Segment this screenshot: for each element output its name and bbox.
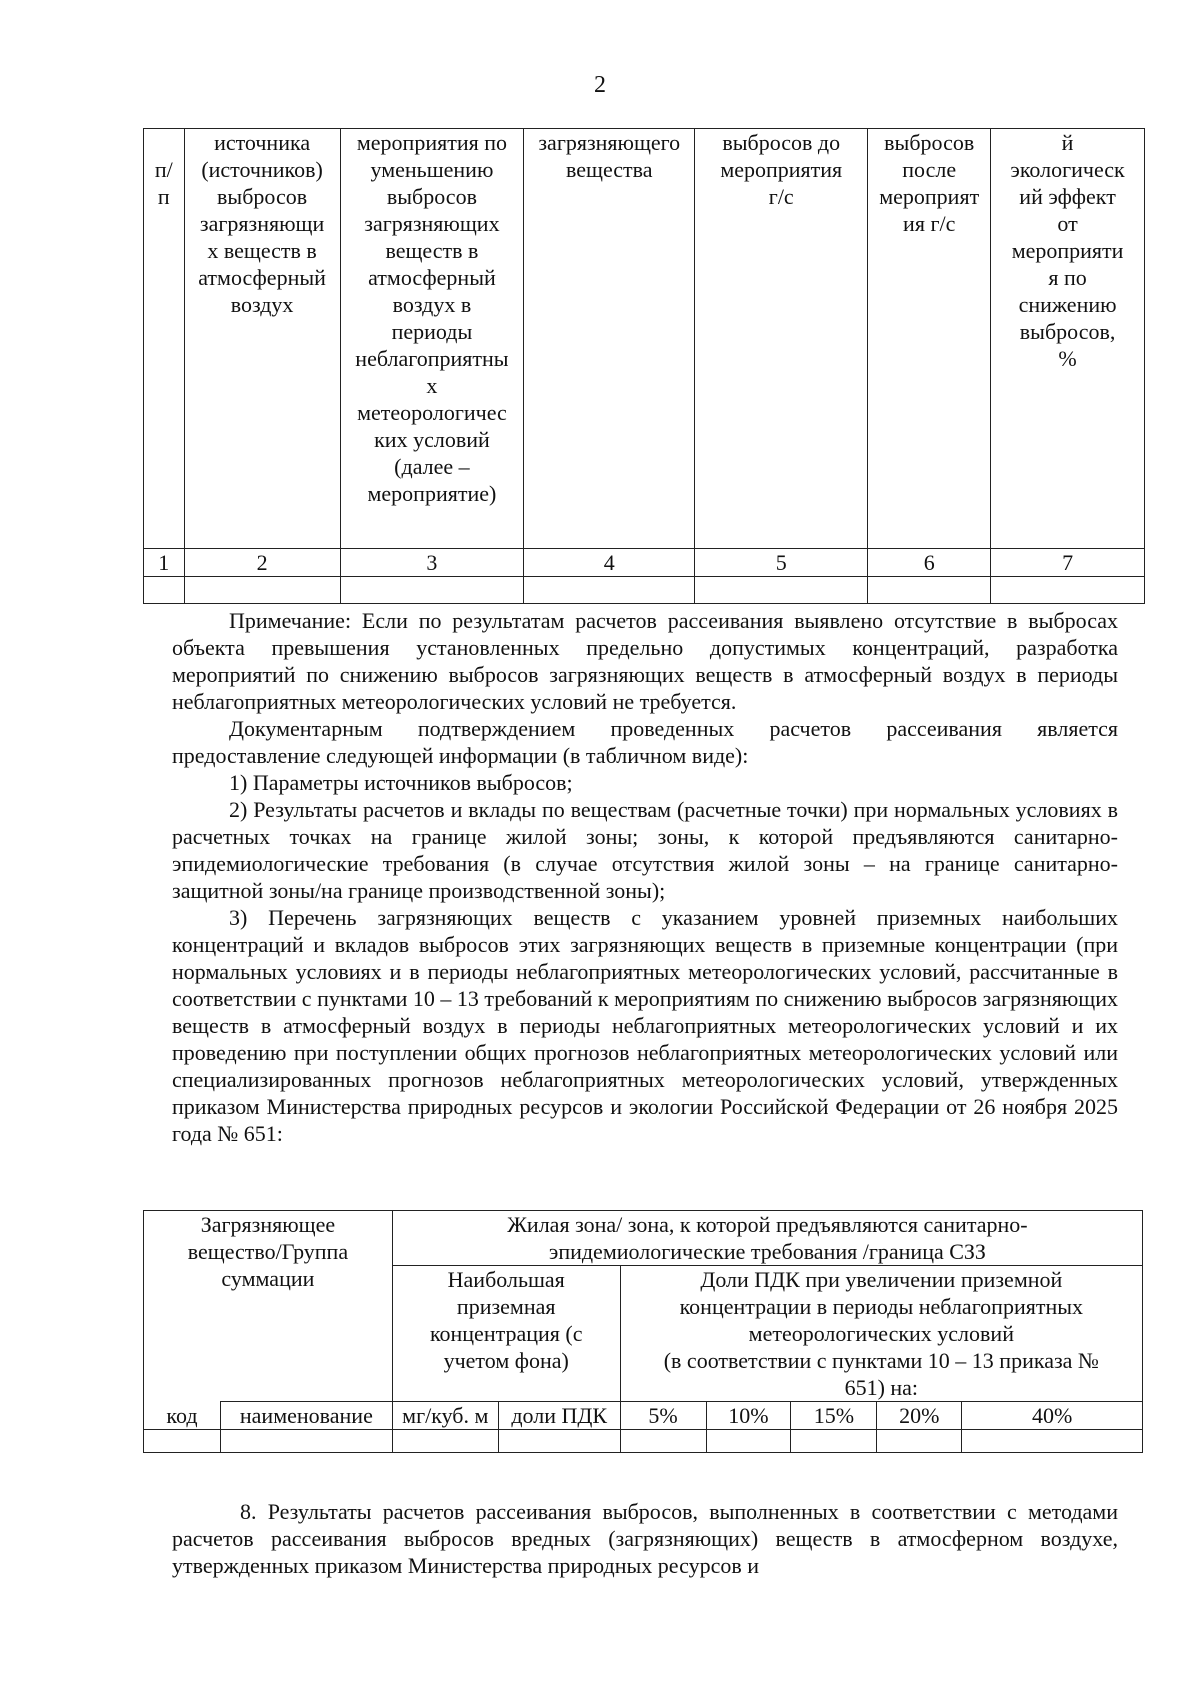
percent-40-header: 40% — [962, 1402, 1143, 1430]
concentration-table — [143, 1210, 1143, 1453]
column-number: 5 — [695, 549, 868, 577]
empty-cell — [524, 577, 695, 604]
col-number-header: п/ п — [144, 129, 185, 549]
column-number: 7 — [991, 549, 1145, 577]
code-header: код — [144, 1402, 221, 1430]
empty-cell — [498, 1430, 620, 1453]
unit-header-row — [144, 1402, 1143, 1430]
page-number: 2 — [594, 72, 606, 98]
empty-cell — [791, 1430, 877, 1453]
zone-header: Жилая зона/ зона, к которой предъявляются санитарно- эпидемиологические требования /граница СЗЗ — [392, 1211, 1142, 1266]
empty-cell — [695, 577, 868, 604]
empty-cell — [706, 1430, 791, 1453]
empty-cell — [144, 577, 185, 604]
col-effect-header: й экологическ ий эффект от мероприяти я по снижению выбросов, % — [991, 129, 1145, 549]
paragraph-item-1: 1) Параметры источников выбросов; — [229, 770, 573, 795]
pdk-share-header: Доли ПДК при увеличении приземной концентрации в периоды неблагоприятных метеорологических условий (в соответствии с пунктами 10 – 13 приказа № 651) на: — [620, 1266, 1142, 1402]
name-header: наименование — [220, 1402, 392, 1430]
pdk-share-col-header: доли ПДК — [498, 1402, 620, 1430]
column-number: 4 — [524, 549, 695, 577]
empty-row — [144, 577, 1145, 604]
table-header-row — [144, 1211, 1143, 1266]
empty-cell — [620, 1430, 706, 1453]
mg-header: мг/куб. м — [392, 1402, 498, 1430]
paragraph-8-block — [172, 1498, 1118, 1579]
col-before-header: выбросов до мероприятия г/с — [695, 129, 868, 549]
empty-cell — [184, 577, 340, 604]
percent-10-header: 10% — [706, 1402, 791, 1430]
empty-cell — [220, 1430, 392, 1453]
col-substance-header: загрязняющего вещества — [524, 129, 695, 549]
column-numbers-row — [144, 549, 1145, 577]
empty-cell — [991, 577, 1145, 604]
max-concentration-header: Наибольшая приземная концентрация (с учетом фона) — [392, 1266, 620, 1402]
col-measure-header: мероприятия по уменьшению выбросов загрязняющих веществ в атмосферный воздух в периоды неблагоприятны х метеорологичес ких условий (далее – мероприятие) — [340, 129, 524, 549]
empty-cell — [868, 577, 991, 604]
empty-cell — [962, 1430, 1143, 1453]
column-number: 1 — [144, 549, 185, 577]
col-source-header: источника (источников) выбросов загрязняющи х веществ в атмосферный воздух — [184, 129, 340, 549]
empty-cell — [340, 577, 524, 604]
empty-cell — [392, 1430, 498, 1453]
paragraph-intro: Документарным подтверждением проведенных расчетов рассеивания является предоставление следующей информации (в табличном виде): — [172, 716, 1118, 768]
column-number: 3 — [340, 549, 524, 577]
percent-20-header: 20% — [877, 1402, 962, 1430]
empty-row — [144, 1430, 1143, 1453]
paragraph-8: 8. Результаты расчетов рассеивания выбросов, выполненных в соответствии с методами расчетов рассеивания выбросов вредных (загрязняющих) веществ в атмосферном воздухе, утвержденных приказом Министерства природных ресурсов и — [172, 1499, 1118, 1578]
col-after-header: выбросов после мероприят ия г/с — [868, 129, 991, 549]
paragraph-item-2: 2) Результаты расчетов и вклады по веществам (расчетные точки) при нормальных условиях в расчетных точках на границе жилой зоны; зоны, к которой предъявляются санитарно-эпидемиологические требования (в случае отсутствия жилой зоны – на границе санитарно-защитной зоны/на границе производственной зоны); — [172, 797, 1118, 903]
body-text-block — [172, 607, 1118, 1147]
paragraph-item-3: 3) Перечень загрязняющих веществ с указанием уровней приземных наибольших концентраций и вкладов выбросов этих загрязняющих веществ в приземные концентрации (при нормальных условиях и в периоды неблагоприятных метеорологических условий, рассчитанные в соответствии с пунктами 10 – 13 требований к мероприятиям по снижению выбросов загрязняющих веществ в атмосферный воздух в периоды неблагоприятных метеорологических условий и их проведению при поступлении общих прогнозов неблагоприятных метеорологических условий или специализированных прогнозов неблагоприятных метеорологических условий, утвержденных приказом Министерства природных ресурсов и экологии Российской Федерации от 26 ноября 2025 года № 651: — [172, 905, 1118, 1146]
substance-header: Загрязняющее вещество/Группа суммации — [144, 1211, 393, 1402]
percent-5-header: 5% — [620, 1402, 706, 1430]
note-paragraph: Примечание: Если по результатам расчетов рассеивания выявлено отсутствие в выбросах объекта превышения установленных предельно допустимых концентраций, разработка мероприятий по снижению выбросов загрязняющих веществ в атмосферный воздух в периоды неблагоприятных метеорологических условий не требуется. — [172, 608, 1118, 714]
percent-15-header: 15% — [791, 1402, 877, 1430]
empty-cell — [144, 1430, 221, 1453]
column-number: 2 — [184, 549, 340, 577]
column-number: 6 — [868, 549, 991, 577]
measures-table — [143, 128, 1145, 604]
empty-cell — [877, 1430, 962, 1453]
table-header-row — [144, 129, 1145, 549]
